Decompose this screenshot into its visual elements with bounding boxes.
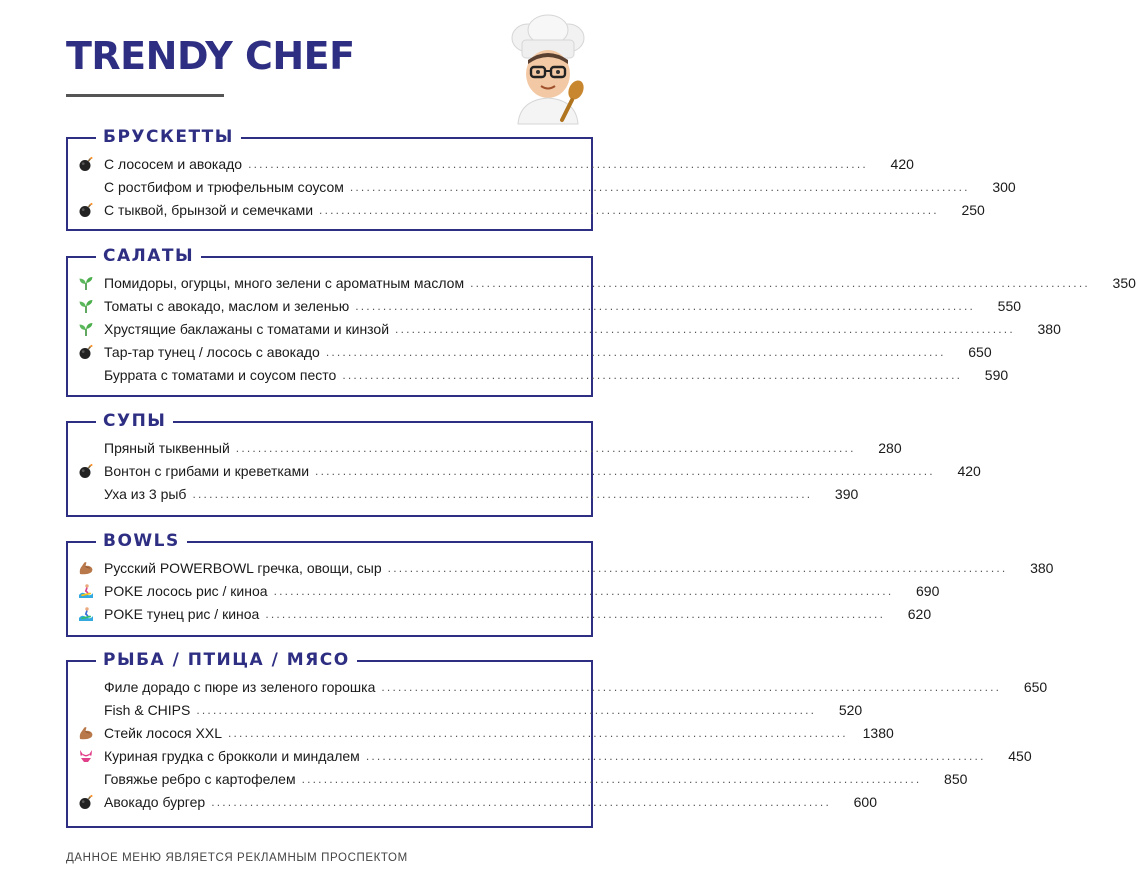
dot-leader: ................................................................................................................ — [196, 702, 817, 717]
seedling-icon — [68, 298, 104, 314]
section-title: СУПЫ — [96, 409, 173, 433]
item-price: 450 — [1008, 747, 1032, 764]
dot-leader: ................................................................................................................ — [315, 463, 935, 478]
item-price: 350 — [1112, 274, 1136, 291]
dot-leader: ................................................................................................................ — [319, 202, 939, 217]
item-price: 300 — [992, 178, 1016, 195]
item-name: С ростбифом и трюфельным соусом — [104, 178, 344, 195]
dot-leader: ................................................................................................................ — [387, 560, 1008, 575]
footer-disclaimer: ДАННОЕ МЕНЮ ЯВЛЯЕТСЯ РЕКЛАМНЫМ ПРОСПЕКТОМ — [66, 852, 408, 864]
item-name: POKE тунец рис / киноа — [104, 605, 260, 622]
dot-leader: ................................................................................................................ — [325, 344, 946, 359]
section-soups — [66, 411, 981, 517]
section-bowls — [66, 531, 1054, 637]
dot-leader: ................................................................................................................ — [395, 321, 1015, 336]
item-price: 690 — [916, 582, 940, 599]
item-price: 250 — [961, 201, 985, 218]
item-price: 420 — [957, 462, 981, 479]
item-price: 590 — [984, 366, 1009, 383]
seedling-icon — [68, 321, 104, 337]
dot-leader: ................................................................................................................ — [273, 583, 894, 598]
menu-item — [68, 767, 968, 790]
item-price: 380 — [1030, 559, 1054, 576]
dot-leader: ................................................................................................................ — [342, 367, 963, 382]
surfer-icon — [68, 606, 104, 622]
menu-item — [68, 198, 985, 221]
brand-underline — [66, 94, 224, 97]
bomb-icon — [68, 344, 104, 360]
section-title: РЫБА / ПТИЦА / МЯСО — [96, 648, 357, 672]
bomb-icon — [68, 794, 104, 810]
item-price: 650 — [1023, 678, 1048, 695]
item-name: Русский POWERBOWL гречка, овощи, сыр — [104, 559, 382, 576]
item-name: Томаты с авокадо, маслом и зеленью — [104, 297, 350, 314]
item-name: Помидоры, огурцы, много зелени с ароматным маслом — [104, 274, 465, 291]
bomb-icon — [68, 156, 104, 172]
surfer-icon — [68, 583, 104, 599]
dot-leader: ................................................................................................................ — [470, 275, 1090, 290]
dot-leader: ................................................................................................................ — [227, 725, 848, 740]
item-name: Уха из 3 рыб — [104, 485, 187, 502]
item-name: Хрустящие баклажаны с томатами и кинзой — [104, 320, 390, 337]
bomb-icon — [68, 202, 104, 218]
menu-item — [68, 482, 859, 505]
bikini-icon — [68, 748, 104, 764]
menu-item — [68, 698, 863, 721]
menu-item — [68, 436, 902, 459]
menu-item — [68, 294, 1022, 317]
menu-item — [68, 721, 894, 744]
item-price: 420 — [890, 155, 914, 172]
item-name: Говяжье ребро с картофелем — [104, 770, 296, 787]
dot-leader: ................................................................................................................ — [192, 486, 813, 501]
section-salads — [66, 246, 1136, 397]
item-price: 650 — [968, 343, 992, 360]
item-price: 1380 — [862, 724, 894, 741]
item-price: 550 — [997, 297, 1022, 314]
chef-emoji-icon — [500, 14, 596, 124]
section-bruschetta — [66, 127, 1016, 231]
dot-leader: ................................................................................................................ — [265, 606, 886, 621]
menu-list — [68, 436, 981, 505]
dot-leader: ................................................................................................................ — [211, 794, 831, 809]
menu-list — [68, 271, 1136, 386]
item-name: Филе дорадо с пюре из зеленого горошка — [104, 678, 376, 695]
item-name: Вонтон с грибами и креветками — [104, 462, 310, 479]
menu-item — [68, 556, 1054, 579]
item-name: Буррата с томатами и соусом песто — [104, 366, 337, 383]
item-price: 390 — [834, 485, 859, 502]
menu-item — [68, 152, 914, 175]
item-price: 850 — [944, 770, 968, 787]
menu-item — [68, 363, 1009, 386]
item-price: 600 — [853, 793, 877, 810]
item-name: С тыквой, брынзой и семечками — [104, 201, 314, 218]
dot-leader: ................................................................................................................ — [349, 179, 970, 194]
item-name: Стейк лосося XXL — [104, 724, 222, 741]
menu-item — [68, 790, 877, 813]
section-title: BOWLS — [96, 529, 187, 553]
section-title: САЛАТЫ — [96, 244, 201, 268]
dot-leader: ................................................................................................................ — [248, 156, 868, 171]
menu-list — [68, 675, 1048, 813]
menu-item — [68, 271, 1136, 294]
menu-item — [68, 744, 1032, 767]
menu-list — [68, 556, 1054, 625]
brand-title: TRENDY CHEF — [66, 34, 355, 78]
menu-item — [68, 317, 1061, 340]
flexed-biceps-icon — [68, 560, 104, 576]
dot-leader: ................................................................................................................ — [301, 771, 922, 786]
menu-item — [68, 175, 1016, 198]
dot-leader: ................................................................................................................ — [355, 298, 976, 313]
item-name: С лососем и авокадо — [104, 155, 243, 172]
item-name: Пряный тыквенный — [104, 439, 230, 456]
seedling-icon — [68, 275, 104, 291]
menu-list — [68, 152, 1016, 221]
item-price: 620 — [907, 605, 932, 622]
item-name: Тар-тар тунец / лосось с авокадо — [104, 343, 320, 360]
dot-leader: ................................................................................................................ — [365, 748, 986, 763]
item-name: POKE лосось рис / киноа — [104, 582, 268, 599]
menu-item — [68, 340, 992, 363]
dot-leader: ................................................................................................................ — [381, 679, 1002, 694]
flexed-biceps-icon — [68, 725, 104, 741]
item-name: Куриная грудка с брокколи и миндалем — [104, 747, 360, 764]
menu-item — [68, 602, 932, 625]
item-name: Авокадо бургер — [104, 793, 206, 810]
dot-leader: ................................................................................................................ — [235, 440, 856, 455]
item-price: 380 — [1037, 320, 1061, 337]
section-fish-poultry-meat — [66, 650, 1048, 828]
menu-item — [68, 675, 1048, 698]
bomb-icon — [68, 463, 104, 479]
menu-item — [68, 459, 981, 482]
menu-item — [68, 579, 940, 602]
item-price: 520 — [838, 701, 863, 718]
item-name: Fish & CHIPS — [104, 701, 191, 718]
item-price: 280 — [878, 439, 902, 456]
section-title: БРУСКЕТТЫ — [96, 125, 241, 149]
